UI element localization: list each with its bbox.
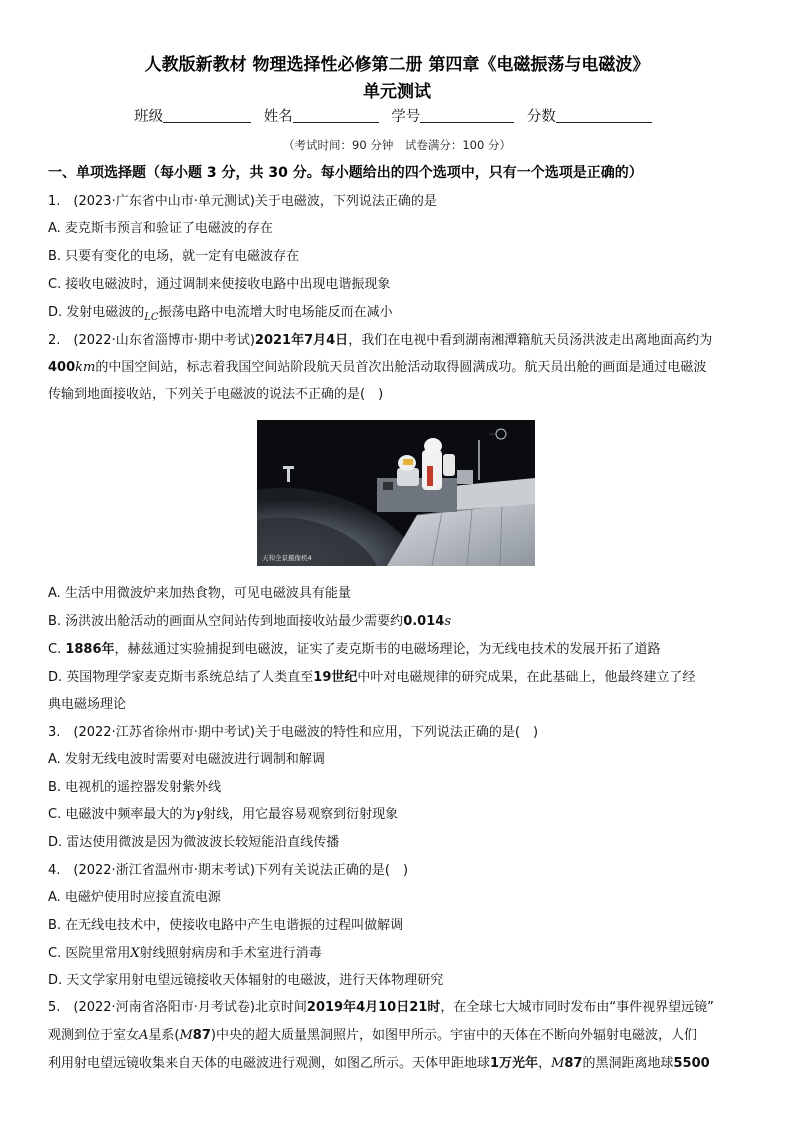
q5-line-2 <box>48 1027 760 1045</box>
q3-option-b: B. 电视机的遥控器发射紫外线 <box>48 780 222 795</box>
q4-option-b: B. 在无线电技术中，使接收电路中产生电谐振的过程叫做解调 <box>48 918 404 933</box>
q4-option-c <box>48 945 760 963</box>
q5-text-6: 的黑洞距离地球 <box>582 1056 674 1071</box>
q5-m-number-2: 87 <box>564 1056 583 1071</box>
q2-height: 400 <box>48 360 76 375</box>
q3-c-gamma: γ <box>195 807 204 822</box>
q5-text-5: 利用射电望远镜收集来自天体的电磁波进行观测，如图乙所示。天体甲距地球 <box>48 1056 491 1071</box>
spacewalk-photo <box>257 420 535 566</box>
q5-m-symbol: M <box>179 1028 193 1043</box>
q5-m-number: 87 <box>192 1028 211 1043</box>
q2-d-text-2: 中叶对电磁规律的研究成果，在此基础上，他最终建立了经 <box>357 670 696 685</box>
q5-comma: ， <box>538 1056 552 1071</box>
q1-d-lc: LC <box>144 312 159 323</box>
q2-line-3: 传输到地面接收站，下列关于电磁波的说法不正确的是( ) <box>48 387 384 402</box>
q4-stem: 4. (2022·浙江省温州市·期末考试)下列有关说法正确的是( ) <box>48 863 409 878</box>
q2-option-c <box>48 641 760 659</box>
q2-option-d <box>48 669 760 687</box>
q1-option-c: C. 接收电磁波时，通过调制来使接收电路中出现电谐振现象 <box>48 277 391 292</box>
q3-option-d: D. 雷达使用微波是因为微波波长较短能沿直线传播 <box>48 835 340 850</box>
q2-c-year: 1886年 <box>65 642 115 657</box>
q3-option-c <box>48 806 760 824</box>
q2-d-century: 19世纪 <box>313 670 358 685</box>
q5-distance-2: 5500 <box>673 1056 710 1071</box>
q4-c-text-2: 射线照射病房和手术室进行消毒 <box>139 946 322 961</box>
q5-distance-1: 1万光年 <box>490 1056 539 1071</box>
spacewalk-illustration <box>257 420 535 566</box>
q1-option-b: B. 只要有变化的电场，就一定有电磁波存在 <box>48 249 300 264</box>
q5-date: 2019年4月10日21时 <box>306 1000 441 1015</box>
q3-stem: 3. (2022·江苏省徐州市·期中考试)关于电磁波的特性和应用，下列说法正确的是( ) <box>48 725 539 740</box>
q5-line-1 <box>48 999 760 1017</box>
q5-text-3: 星系( <box>148 1028 180 1043</box>
q2-line-1 <box>48 332 760 350</box>
id-label: 学号 <box>391 109 421 125</box>
q2-b-num: 0.014 <box>403 614 445 629</box>
q5-m-symbol-2: M <box>551 1056 565 1071</box>
q1-d-text-2: 振荡电路中电流增大时电场能反而在减小 <box>158 305 393 320</box>
q5-text: ，在全球七大城市同时发布由“事件视界望远镜” <box>440 1000 714 1015</box>
photo-caption: 天和全景摄像机4 <box>262 554 312 562</box>
score-label: 分数 <box>526 109 556 125</box>
q2-c-label: C. <box>48 642 66 657</box>
q3-c-text-2: 射线，用它最容易观察到衍射现象 <box>203 807 399 822</box>
q1-option-a: A. 麦克斯韦预言和验证了电磁波的存在 <box>48 221 273 236</box>
q2-text: ，我们在电视中看到湖南湘潭籍航天员汤洪波走出离地面高约为 <box>348 333 713 348</box>
q2-b-text: B. 汤洪波出舱活动的画面从空间站传到地面接收站最少需要约 <box>48 614 404 629</box>
q2-d-text: D. 英国物理学家麦克斯韦系统总结了人类直至 <box>48 670 314 685</box>
exam-title: 人教版新教材 物理选择性必修第二册 第四章《电磁振荡与电磁波》 <box>144 55 650 75</box>
q2-date: 2021年7月4日 <box>254 333 349 348</box>
section-heading: 一、单项选择题（每小题 3 分，共 30 分。每小题给出的四个选项中，只有一个选项是正确的） <box>48 165 643 181</box>
score-blank[interactable] <box>556 108 652 123</box>
q1-option-d <box>48 304 760 327</box>
q2-line-2 <box>48 359 760 377</box>
q2-c-text: ，赫兹通过实验捕捉到电磁波，证实了麦克斯韦的电磁场理论，为无线电技术的发展开拓了道路 <box>114 642 661 657</box>
student-info-row <box>0 105 794 126</box>
q2-source: 2. (2022·山东省淄博市·期中考试) <box>48 333 255 348</box>
q5-text-4: )中央的超大质量黑洞照片，如图甲所示。宇宙中的天体在不断向外辐射电磁波，人们 <box>210 1028 697 1043</box>
q2-unit: km <box>75 360 96 375</box>
q4-option-d: D. 天文学家用射电望远镜接收天体辐射的电磁波，进行天体物理研究 <box>48 973 444 988</box>
q5-a-symbol: A <box>139 1028 149 1043</box>
q1-stem: 1. (2023·广东省中山市·单元测试)关于电磁波，下列说法正确的是 <box>48 194 437 209</box>
q2-option-d-cont: 典电磁场理论 <box>48 697 127 712</box>
q2-b-unit: s <box>444 614 451 629</box>
q3-option-a: A. 发射无线电波时需要对电磁波进行调制和解调 <box>48 752 325 767</box>
q4-option-a: A. 电磁炉使用时应接直流电源 <box>48 890 221 905</box>
q2-option-b <box>48 613 760 631</box>
exam-info: （考试时间：90 分钟 试卷满分：100 分） <box>283 138 511 152</box>
class-label: 班级 <box>134 109 164 125</box>
class-blank[interactable] <box>163 108 251 123</box>
q5-source: 5. (2022·河南省洛阳市·月考试卷)北京时间 <box>48 1000 307 1015</box>
id-blank[interactable] <box>420 108 514 123</box>
q2-text-2: 的中国空间站，标志着我国空间站阶段航天员首次出舱活动取得圆满成功。航天员出舱的画面是通过电磁波 <box>95 360 707 375</box>
q5-line-3 <box>48 1055 760 1073</box>
name-label: 姓名 <box>263 109 293 125</box>
q2-option-a: A. 生活中用微波炉来加热食物，可见电磁波具有能量 <box>48 586 351 601</box>
q4-c-text: C. 医院里常用 <box>48 946 131 961</box>
svg-text:⋯: ⋯ <box>489 431 495 438</box>
q3-c-text: C. 电磁波中频率最大的为 <box>48 807 196 822</box>
q5-text-2: 观测到位于室女 <box>48 1028 140 1043</box>
q4-c-x: X <box>130 946 140 961</box>
name-blank[interactable] <box>293 108 379 123</box>
q1-d-text: D. 发射电磁波的 <box>48 305 145 320</box>
exam-subtitle: 单元测试 <box>363 82 431 102</box>
